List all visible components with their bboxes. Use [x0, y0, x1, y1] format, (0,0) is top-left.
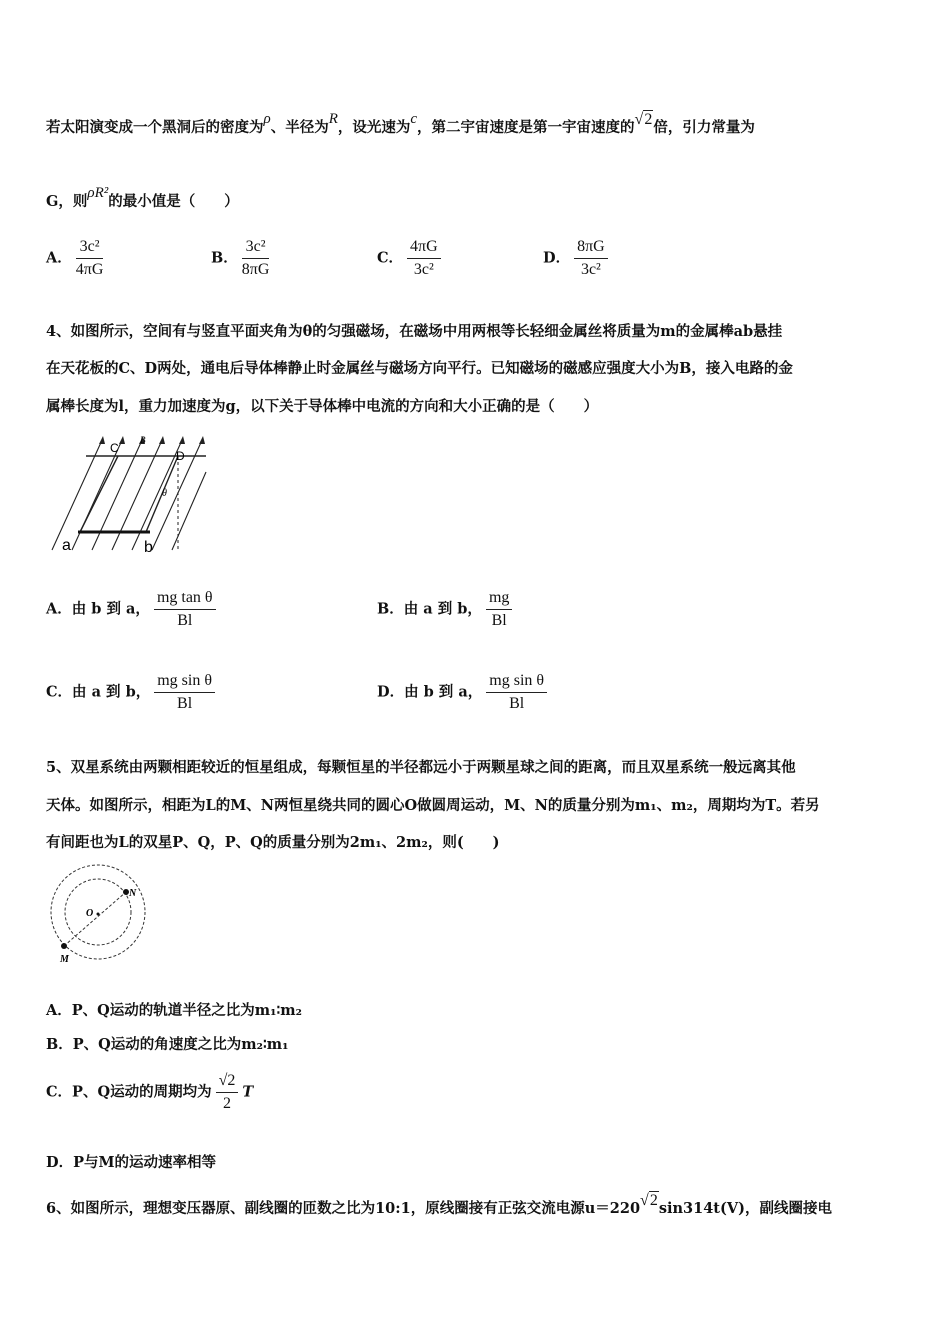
label-theta: θ	[162, 488, 167, 499]
label-c: C	[110, 441, 119, 455]
q3-line2	[46, 185, 239, 211]
q3-text-d: ，第二宇宙速度是第一宇宙速度的	[417, 119, 635, 136]
fraction: $\frac{8\pi G}{\text{3c²}}$	[574, 238, 608, 279]
q3-text-c: ，设光速为	[337, 119, 411, 136]
label-o: O	[86, 908, 94, 919]
q3-option-d: D． $\frac{8\pi G}{\text{3c²}}$	[543, 238, 612, 279]
fraction: $\frac{\text{3c²}}{4\pi G}$	[75, 238, 104, 278]
star-m	[61, 943, 67, 949]
q5-option-b: B．P、Q运动的角速度之比为m₂∶m₁	[46, 1036, 289, 1053]
sqrt2-expression: √2	[634, 111, 653, 128]
fraction: $\frac{√2}{2}$	[216, 1072, 239, 1113]
label-m: M	[60, 954, 69, 965]
q4-option-d: D．由 b 到 a， $\frac{\text{mg sin θ}}{Bl}$	[377, 672, 551, 713]
label-n: N	[129, 888, 137, 899]
q3-option-a: A． $\frac{\text{3c²}}{4\pi G}$	[46, 238, 104, 278]
rho-r-squared: ρR²	[87, 185, 109, 201]
fraction: $\frac{mg}{Bl}$	[486, 589, 512, 630]
q4-option-b: B．由 a 到 b， $\frac{mg}{Bl}$	[377, 589, 516, 630]
q4-line1: 4、如图所示，空间有与竖直平面夹角为θ的匀强磁场，在磁场中用两根等长轻细金属丝将质量为m的金属棒ab悬挂	[46, 323, 783, 340]
fraction: $\frac{\text{mg sin θ}}{Bl}$	[154, 672, 215, 713]
fraction: $\frac{4\pi G}{\text{3c²}}$	[407, 238, 441, 279]
q5-line1: 5、双星系统由两颗相距较近的恒星组成，每颗恒星的半径都远小于两颗星球之间的距离，而且双星系统一般远离其他	[46, 759, 796, 776]
label-a: a	[62, 537, 71, 554]
q6-line1: 6、如图所示，理想变压器原、副线圈的匝数之比为10:1，原线圈接有正弦交流电源u＝220√2sin314t(V)，副线圈接电	[46, 1192, 832, 1217]
label-d: D	[176, 449, 185, 463]
q5-line2: 天体。如图所示，相距为L的M、N两恒星绕共同的圆心O做圆周运动，M、N的质量分别为m₁、m₂，周期均为T。若另	[46, 797, 820, 814]
q4-figure	[46, 432, 216, 557]
q3-option-b: B． $\frac{\text{3c²}}{8\pi G}$	[211, 238, 270, 278]
label-b: b	[144, 539, 153, 556]
q3-option-c: C． $\frac{4\pi G}{\text{3c²}}$	[377, 238, 445, 279]
fraction: $\frac{\text{3c²}}{8\pi G}$	[241, 238, 270, 278]
connecting-line	[64, 892, 126, 946]
inner-orbit	[65, 879, 131, 945]
q3-text-g: 的最小值是（ ）	[108, 193, 239, 210]
q3-text-a: 若太阳演变成一个黑洞后的密度为	[46, 119, 264, 136]
q5-figure	[48, 862, 158, 968]
q5-option-a: A．P、Q运动的轨道半径之比为m₁∶m₂	[46, 1002, 302, 1019]
q3-text-f: G，则	[46, 193, 88, 210]
fraction: $\frac{\text{mg sin θ}}{Bl}$	[486, 672, 547, 713]
center-o	[97, 913, 100, 916]
q5-line3: 有间距也为L的双星P、Q，P、Q的质量分别为2m₁、2m₂，则( )	[46, 834, 500, 851]
q4-option-c: C．由 a 到 b， $\frac{\text{mg sin θ}}{Bl}$	[46, 672, 219, 713]
q5-option-d: D．P与M的运动速率相等	[46, 1154, 217, 1171]
q4-option-a: A．由 b 到 a， $\frac{\text{mg tan θ}}{Bl}$	[46, 589, 220, 630]
q3-text-e: 倍，引力常量为	[653, 119, 755, 136]
q3-line1	[46, 111, 755, 137]
lightspeed-symbol: c	[410, 111, 418, 127]
wire-left	[80, 456, 118, 532]
q4-line3: 属棒长度为l，重力加速度为g，以下关于导体棒中电流的方向和大小正确的是（ ）	[46, 398, 599, 415]
q4-line2: 在天花板的C、D两处，通电后导体棒静止时金属丝与磁场方向平行。已知磁场的磁感应强度大小为B，接入电路的金	[46, 360, 793, 377]
label-b-field: B	[140, 435, 146, 445]
q3-text-b: 、半径为	[270, 119, 329, 136]
fraction: $\frac{\text{mg tan θ}}{Bl}$	[154, 589, 216, 630]
radius-symbol: R	[328, 111, 338, 127]
sqrt2-expression: √2	[640, 1192, 658, 1209]
rho-symbol: ρ	[263, 111, 271, 127]
q5-option-c: C．P、Q运动的周期均为 $\frac{√2}{2}$ T	[46, 1072, 254, 1112]
